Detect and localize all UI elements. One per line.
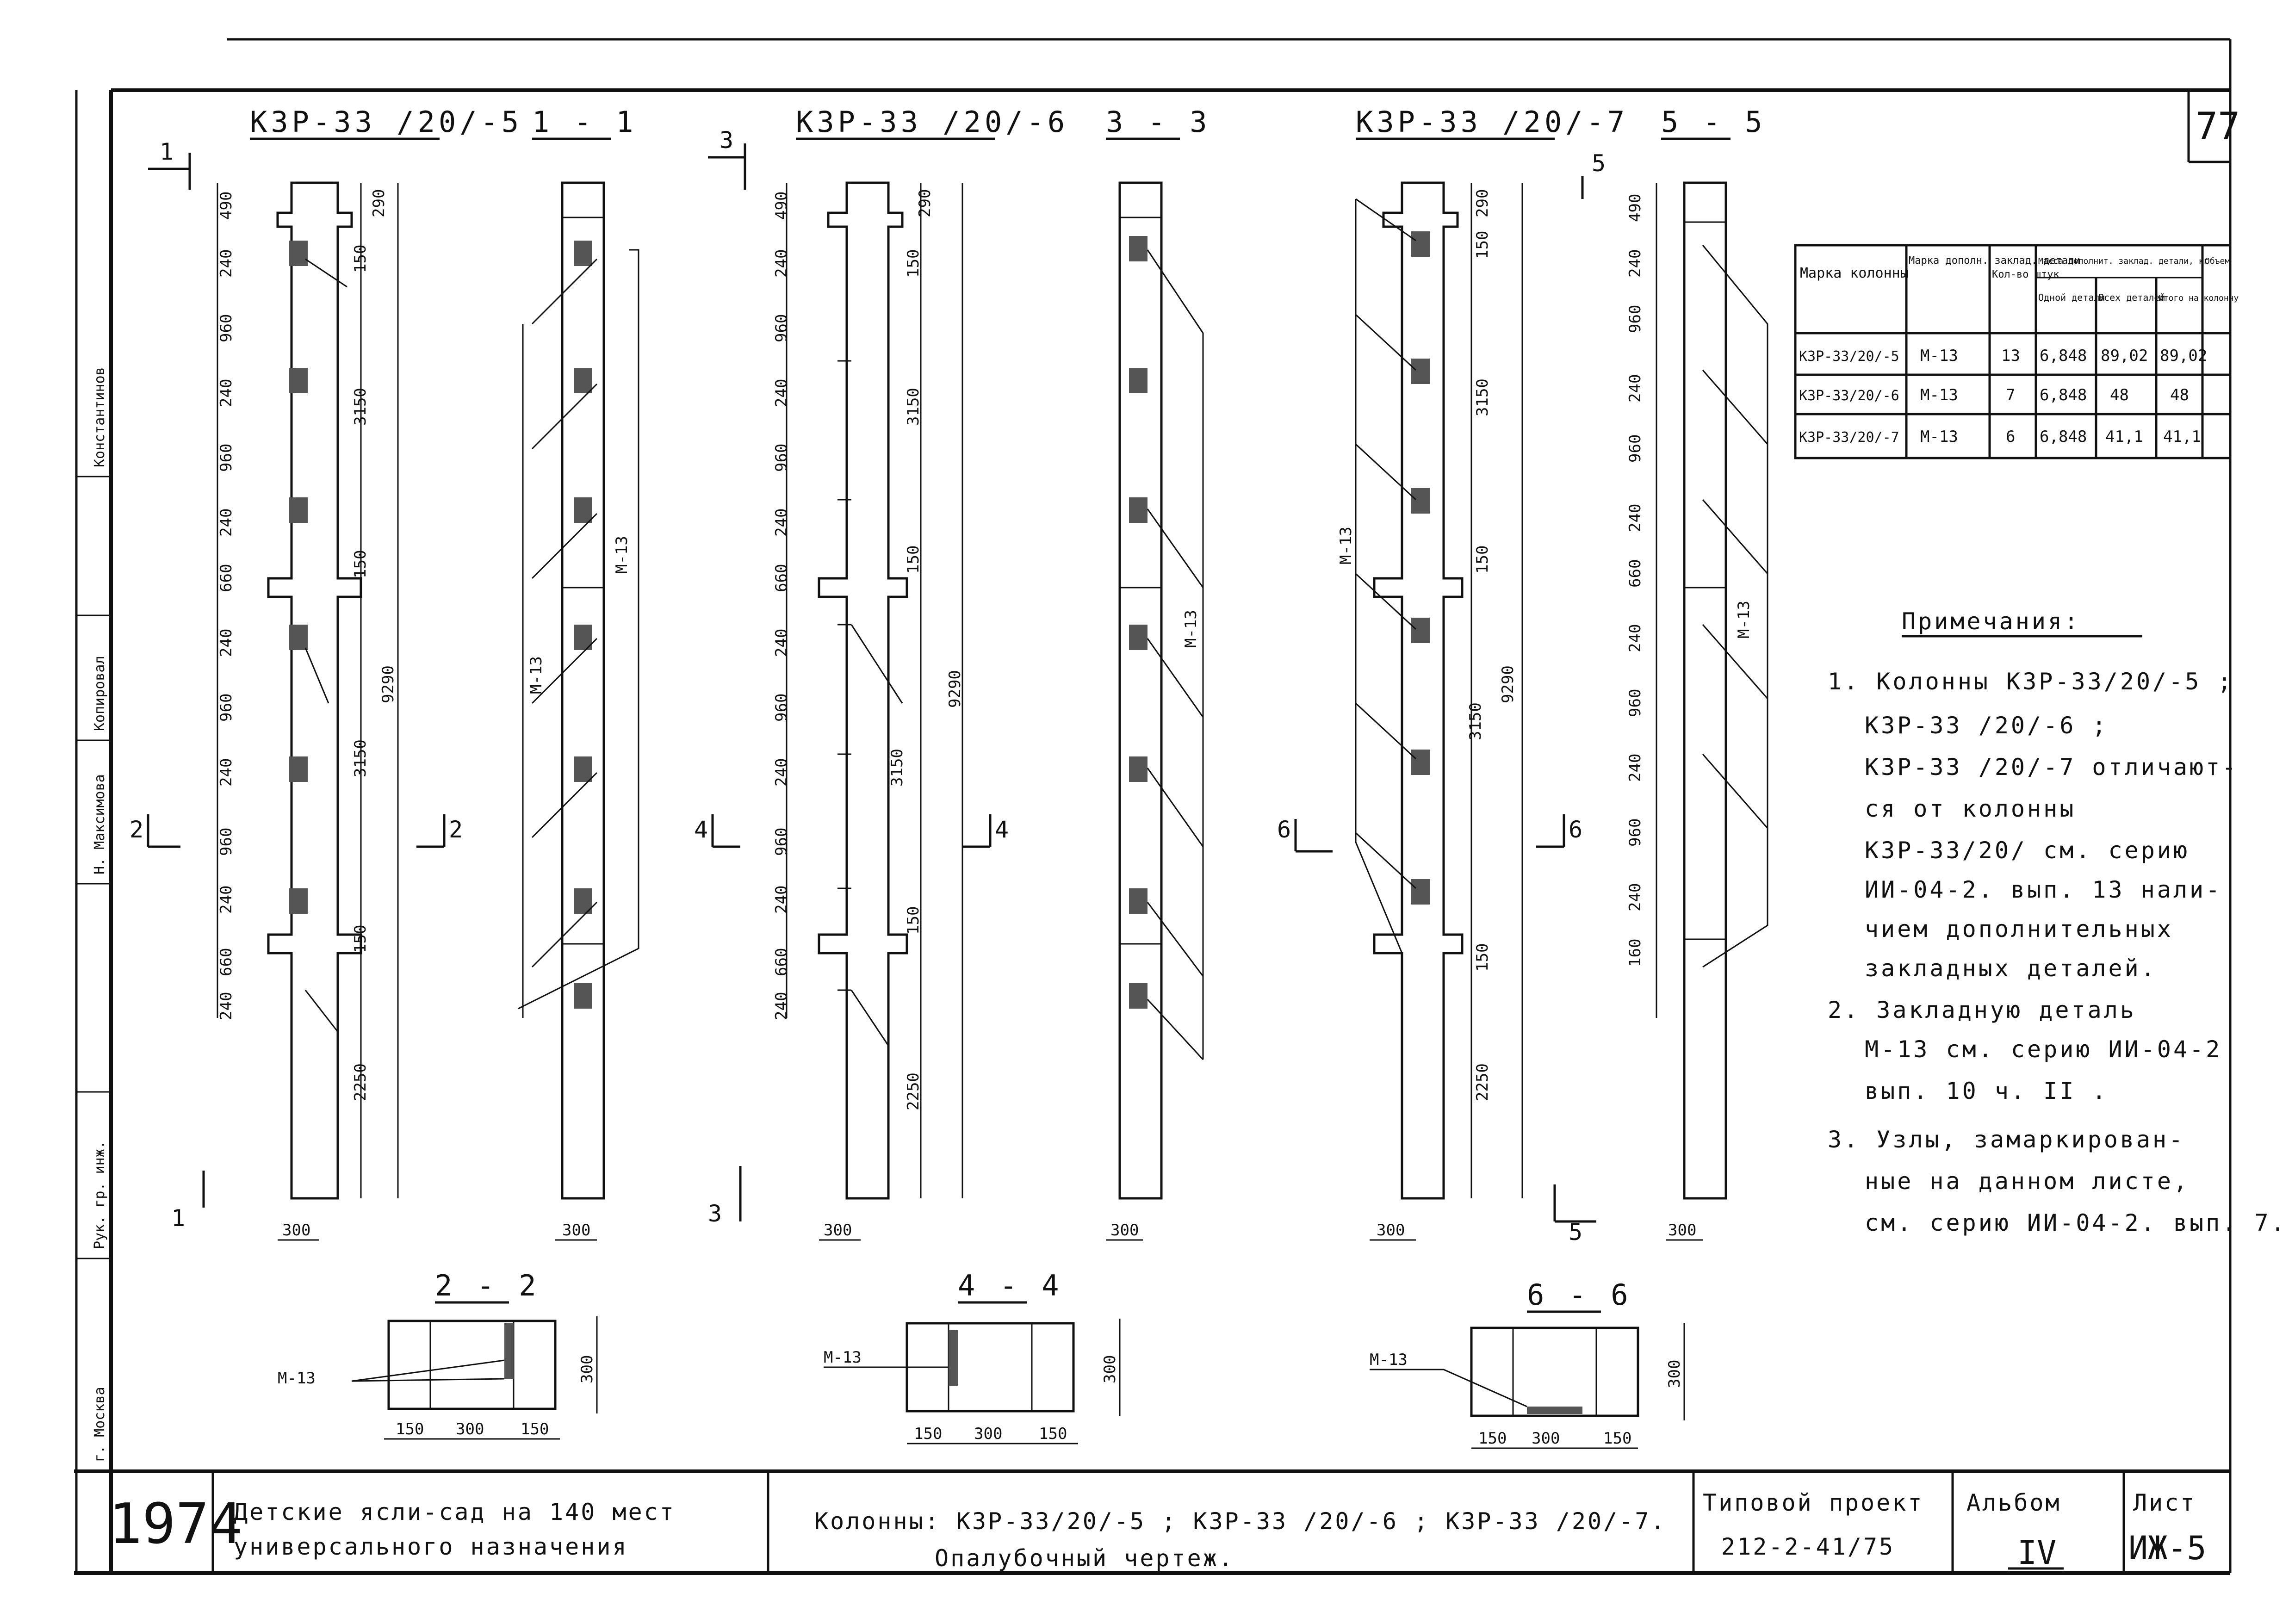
stamp-name-2: Копировал	[92, 656, 108, 731]
cross-2-dim-c: 150	[1039, 1425, 1067, 1443]
sheet-value: ИЖ-5	[2128, 1529, 2207, 1567]
cell-2-4: 41,1	[2105, 428, 2143, 446]
section-title-1: 1 - 1	[532, 105, 637, 139]
h-1-3: 150	[351, 550, 370, 578]
h-2-1: 150	[904, 249, 923, 278]
note-line-1: К3Р-33 /20/-6 ;	[1865, 712, 2109, 739]
cross-title-2: 4 - 4	[958, 1269, 1063, 1302]
note-line-7: закладных деталей.	[1865, 955, 2157, 982]
dim-2-10: 960	[772, 827, 791, 856]
dim-1-7: 240	[217, 628, 236, 657]
note-line-13: см. серию ИИ-04-2. вып. 7.	[1865, 1209, 2287, 1236]
cell-2-3: 6,848	[2040, 428, 2087, 446]
cross-1-dim-h: 300	[578, 1355, 596, 1383]
project-line-1: Детские ясли-сад на 140 мест	[234, 1499, 676, 1525]
section-view-1	[518, 105, 639, 1240]
h-1-0: 290	[370, 189, 388, 217]
note-line-12: ные на данном листе,	[1865, 1168, 2190, 1195]
section-title-3: 5 - 5	[1661, 105, 1766, 139]
w-2: 300	[824, 1221, 852, 1240]
dim-1-5: 240	[217, 508, 236, 537]
cell-2-1: М-13	[1920, 428, 1958, 446]
cross-1-label: М-13	[278, 1369, 316, 1388]
cell-1-4: 48	[2110, 386, 2129, 404]
project-line-2: универсального назначения	[234, 1533, 628, 1560]
cross-3-dim-a: 150	[1478, 1429, 1507, 1448]
h-1-1: 150	[351, 244, 370, 273]
note-line-6: чием дополнительных	[1865, 916, 2173, 942]
h-2-0: 290	[916, 189, 934, 217]
table-row	[1799, 386, 2189, 404]
cell-0-4: 89,02	[2101, 347, 2148, 365]
h-3-3: 150	[1473, 545, 1492, 574]
notes	[1828, 608, 2287, 1236]
cross-title-3: 6 - 6	[1527, 1278, 1632, 1312]
h-3-2: 3150	[1473, 378, 1492, 416]
h-3-5: 150	[1473, 943, 1492, 972]
dim-5-0: 490	[1626, 193, 1644, 222]
mark-5-bot: 5	[1569, 1219, 1585, 1246]
note-line-8: 2. Закладную деталь	[1828, 997, 2136, 1023]
cross-title-1: 2 - 2	[435, 1269, 540, 1302]
mark-1-top: 1	[160, 138, 176, 165]
cell-2-5: 41,1	[2163, 428, 2201, 446]
dim-2-2: 960	[772, 314, 791, 342]
dim-5-7: 240	[1626, 624, 1644, 652]
mark-6-right: 6	[1569, 816, 1585, 843]
page-number: 77	[2196, 105, 2240, 148]
stamp-name-3: Н. Максимова	[92, 774, 108, 874]
dim-5-5: 240	[1626, 503, 1644, 532]
section-view-3	[1626, 105, 1768, 1240]
dim-2-7: 240	[772, 628, 791, 657]
dim-5-11: 160	[1626, 938, 1644, 967]
h-3-7: 9290	[1499, 665, 1517, 703]
section-2-label: М-13	[1182, 610, 1200, 648]
cell-0-1: М-13	[1920, 347, 1958, 365]
th-2: Кол-во штук	[1992, 269, 2059, 280]
cross-3-dim-b: 300	[1532, 1429, 1560, 1448]
w-3: 300	[1377, 1221, 1405, 1240]
dim-1-6: 660	[217, 564, 236, 592]
dim-1-0: 490	[217, 191, 236, 220]
cross-1-dim-a: 150	[396, 1420, 424, 1438]
dim-1-2: 960	[217, 314, 236, 342]
dim-2-11: 240	[772, 885, 791, 914]
column-view-2	[694, 105, 1068, 1240]
cell-0-2: 13	[2001, 347, 2020, 365]
h-2-5: 150	[904, 906, 923, 935]
mark-1-bot: 1	[171, 1205, 187, 1232]
table-row	[1799, 428, 2201, 446]
cell-1-5: 48	[2170, 386, 2189, 404]
notes-title: Примечания:	[1902, 608, 2081, 635]
cell-0-5: 89,02	[2160, 347, 2208, 365]
cell-1-1: М-13	[1920, 386, 1958, 404]
section-title-2: 3 - 3	[1106, 105, 1211, 139]
th-3: Масса дополнит. заклад. детали, кг	[2038, 256, 2209, 266]
dim-2-0: 490	[772, 191, 791, 220]
view-title-2: К3Р-33 /20/-6	[796, 105, 1069, 139]
section-3-width: 300	[1668, 1221, 1697, 1240]
note-line-11: 3. Узлы, замаркирован-	[1828, 1126, 2185, 1153]
cross-2-dim-b: 300	[974, 1425, 1003, 1443]
cell-2-2: 6	[2006, 428, 2016, 446]
cross-3-dim-c: 150	[1603, 1429, 1632, 1448]
cross-1-dim-c: 150	[521, 1420, 549, 1438]
note-line-4: К3Р-33/20/ см. серию	[1865, 837, 2190, 864]
column-view-1	[130, 105, 522, 1240]
th-0: Марка колонны	[1800, 265, 1909, 281]
dim-5-8: 960	[1626, 688, 1644, 717]
h-1-7: 9290	[379, 665, 397, 703]
mark-2-left: 2	[130, 816, 146, 843]
section-2-width: 300	[1110, 1221, 1139, 1240]
table-row	[1799, 347, 2207, 365]
h-2-6: 2250	[904, 1072, 923, 1110]
h-2-4: 3150	[888, 749, 906, 787]
dim-1-11: 240	[217, 885, 236, 914]
h-1-2: 3150	[351, 388, 370, 426]
th-7: Объем	[2205, 256, 2230, 266]
cross-1-dim-b: 300	[456, 1420, 484, 1438]
mark-4-left: 4	[694, 816, 710, 843]
dim-2-13: 240	[772, 992, 791, 1020]
view-title-1: К3Р-33 /20/-5	[250, 105, 523, 139]
mark-2-right: 2	[449, 816, 465, 843]
note-line-2: К3Р-33 /20/-7 отличают-	[1865, 754, 2239, 781]
type-value: 212-2-41/75	[1721, 1533, 1895, 1560]
h-3-0: 290	[1473, 189, 1492, 217]
mark-3-bot: 3	[708, 1200, 724, 1227]
note-line-5: ИИ-04-2. вып. 13 нали-	[1865, 876, 2222, 903]
h-1-5: 150	[351, 924, 370, 953]
note-line-3: ся от колонны	[1865, 795, 2076, 822]
dim-2-8: 960	[772, 693, 791, 722]
section-1-label-a: М-13	[613, 536, 631, 574]
mark-3-top: 3	[720, 127, 736, 154]
dim-5-10: 960	[1626, 818, 1644, 847]
dim-5-6: 660	[1626, 559, 1644, 588]
drawing-line-1: Колонны: К3Р-33/20/-5 ; К3Р-33 /20/-6 ; К3Р-33 /20/-7.	[814, 1508, 1667, 1535]
cross-section-2	[824, 1269, 1120, 1444]
h-1-6: 2250	[351, 1063, 370, 1101]
w-1: 300	[282, 1221, 311, 1240]
dim-1-4: 960	[217, 443, 236, 472]
h-2-7: 9290	[946, 670, 964, 708]
dim-1-8: 960	[217, 693, 236, 722]
drawing-line-2: Опалубочный чертеж.	[935, 1545, 1234, 1572]
mark-6-left: 6	[1277, 816, 1293, 843]
mark-4-right: 4	[995, 816, 1011, 843]
mass-table	[1795, 245, 2239, 458]
section-view-2	[1106, 105, 1211, 1240]
cross-3-dim-h: 300	[1665, 1359, 1684, 1388]
cell-1-0: К3Р-33/20/-6	[1799, 388, 1899, 404]
cell-0-3: 6,848	[2040, 347, 2087, 365]
dim-5-12: 240	[1626, 883, 1644, 911]
note-line-9: М-13 см. серию ИИ-04-2	[1865, 1036, 2222, 1063]
section-1-width: 300	[562, 1221, 591, 1240]
year: 1974	[109, 1492, 242, 1556]
album-value: IV	[2017, 1534, 2057, 1572]
dim-1-13: 240	[217, 992, 236, 1020]
stamp-name-4: Рук. гр. инж.	[92, 1141, 108, 1249]
cell-0-0: К3Р-33/20/-5	[1799, 348, 1899, 365]
dim-2-5: 240	[772, 508, 791, 537]
dim-2-3: 240	[772, 378, 791, 407]
dim-2-6: 660	[772, 564, 791, 592]
note-line-10: вып. 10 ч. II .	[1865, 1078, 2109, 1104]
h-1-4: 3150	[351, 739, 370, 777]
th-4: Одной детали	[2038, 292, 2105, 303]
dim-5-1: 240	[1626, 249, 1644, 278]
th-1: Марка дополн. заклад. детали	[1909, 255, 2080, 267]
stamp-city: г. Москва	[92, 1387, 108, 1462]
h-3-6: 2250	[1473, 1063, 1492, 1101]
cross-2-dim-a: 150	[914, 1425, 943, 1443]
dim-1-12: 660	[217, 948, 236, 976]
view-3-label: М-13	[1337, 527, 1355, 564]
h-3-4: 3150	[1466, 702, 1485, 740]
cell-2-0: К3Р-33/20/-7	[1799, 429, 1899, 446]
th-6: Итого на колонну	[2159, 293, 2239, 303]
h-2-3: 150	[904, 545, 923, 574]
section-1-label-b: М-13	[527, 656, 546, 694]
note-line-0: 1. Колонны К3Р-33/20/-5 ;	[1828, 668, 2234, 695]
dim-2-1: 240	[772, 249, 791, 278]
dim-1-3: 240	[217, 378, 236, 407]
album-label: Альбом	[1966, 1489, 2061, 1516]
column-view-3	[1277, 105, 1628, 1246]
cross-2-dim-h: 300	[1101, 1355, 1119, 1383]
sheet-label: Лист	[2133, 1489, 2196, 1516]
stamp-name-1: Константинов	[92, 367, 108, 467]
dim-2-12: 660	[772, 948, 791, 976]
h-3-1: 150	[1473, 230, 1492, 259]
section-3-label: М-13	[1735, 601, 1753, 638]
left-stamp	[76, 90, 111, 1573]
cross-2-label: М-13	[824, 1348, 862, 1367]
dim-5-4: 960	[1626, 434, 1644, 463]
cross-section-1	[278, 1269, 597, 1439]
cell-1-3: 6,848	[2040, 386, 2087, 404]
dim-1-1: 240	[217, 249, 236, 278]
dim-5-3: 240	[1626, 374, 1644, 403]
dim-1-10: 960	[217, 827, 236, 856]
dim-1-9: 240	[217, 758, 236, 787]
h-2-2: 3150	[904, 388, 923, 426]
title-block	[109, 1471, 2207, 1573]
cross-section-3	[1370, 1278, 1684, 1448]
dim-5-9: 240	[1626, 753, 1644, 782]
view-title-3: К3Р-33 /20/-7	[1356, 105, 1629, 139]
dim-2-9: 240	[772, 758, 791, 787]
th-5: Всех деталей	[2098, 292, 2165, 303]
type-label: Типовой проект	[1703, 1489, 1924, 1516]
cross-3-label: М-13	[1370, 1351, 1408, 1369]
dim-2-4: 960	[772, 443, 791, 472]
cell-1-2: 7	[2006, 386, 2016, 404]
dim-5-2: 960	[1626, 304, 1644, 333]
mark-5-top: 5	[1592, 150, 1608, 177]
